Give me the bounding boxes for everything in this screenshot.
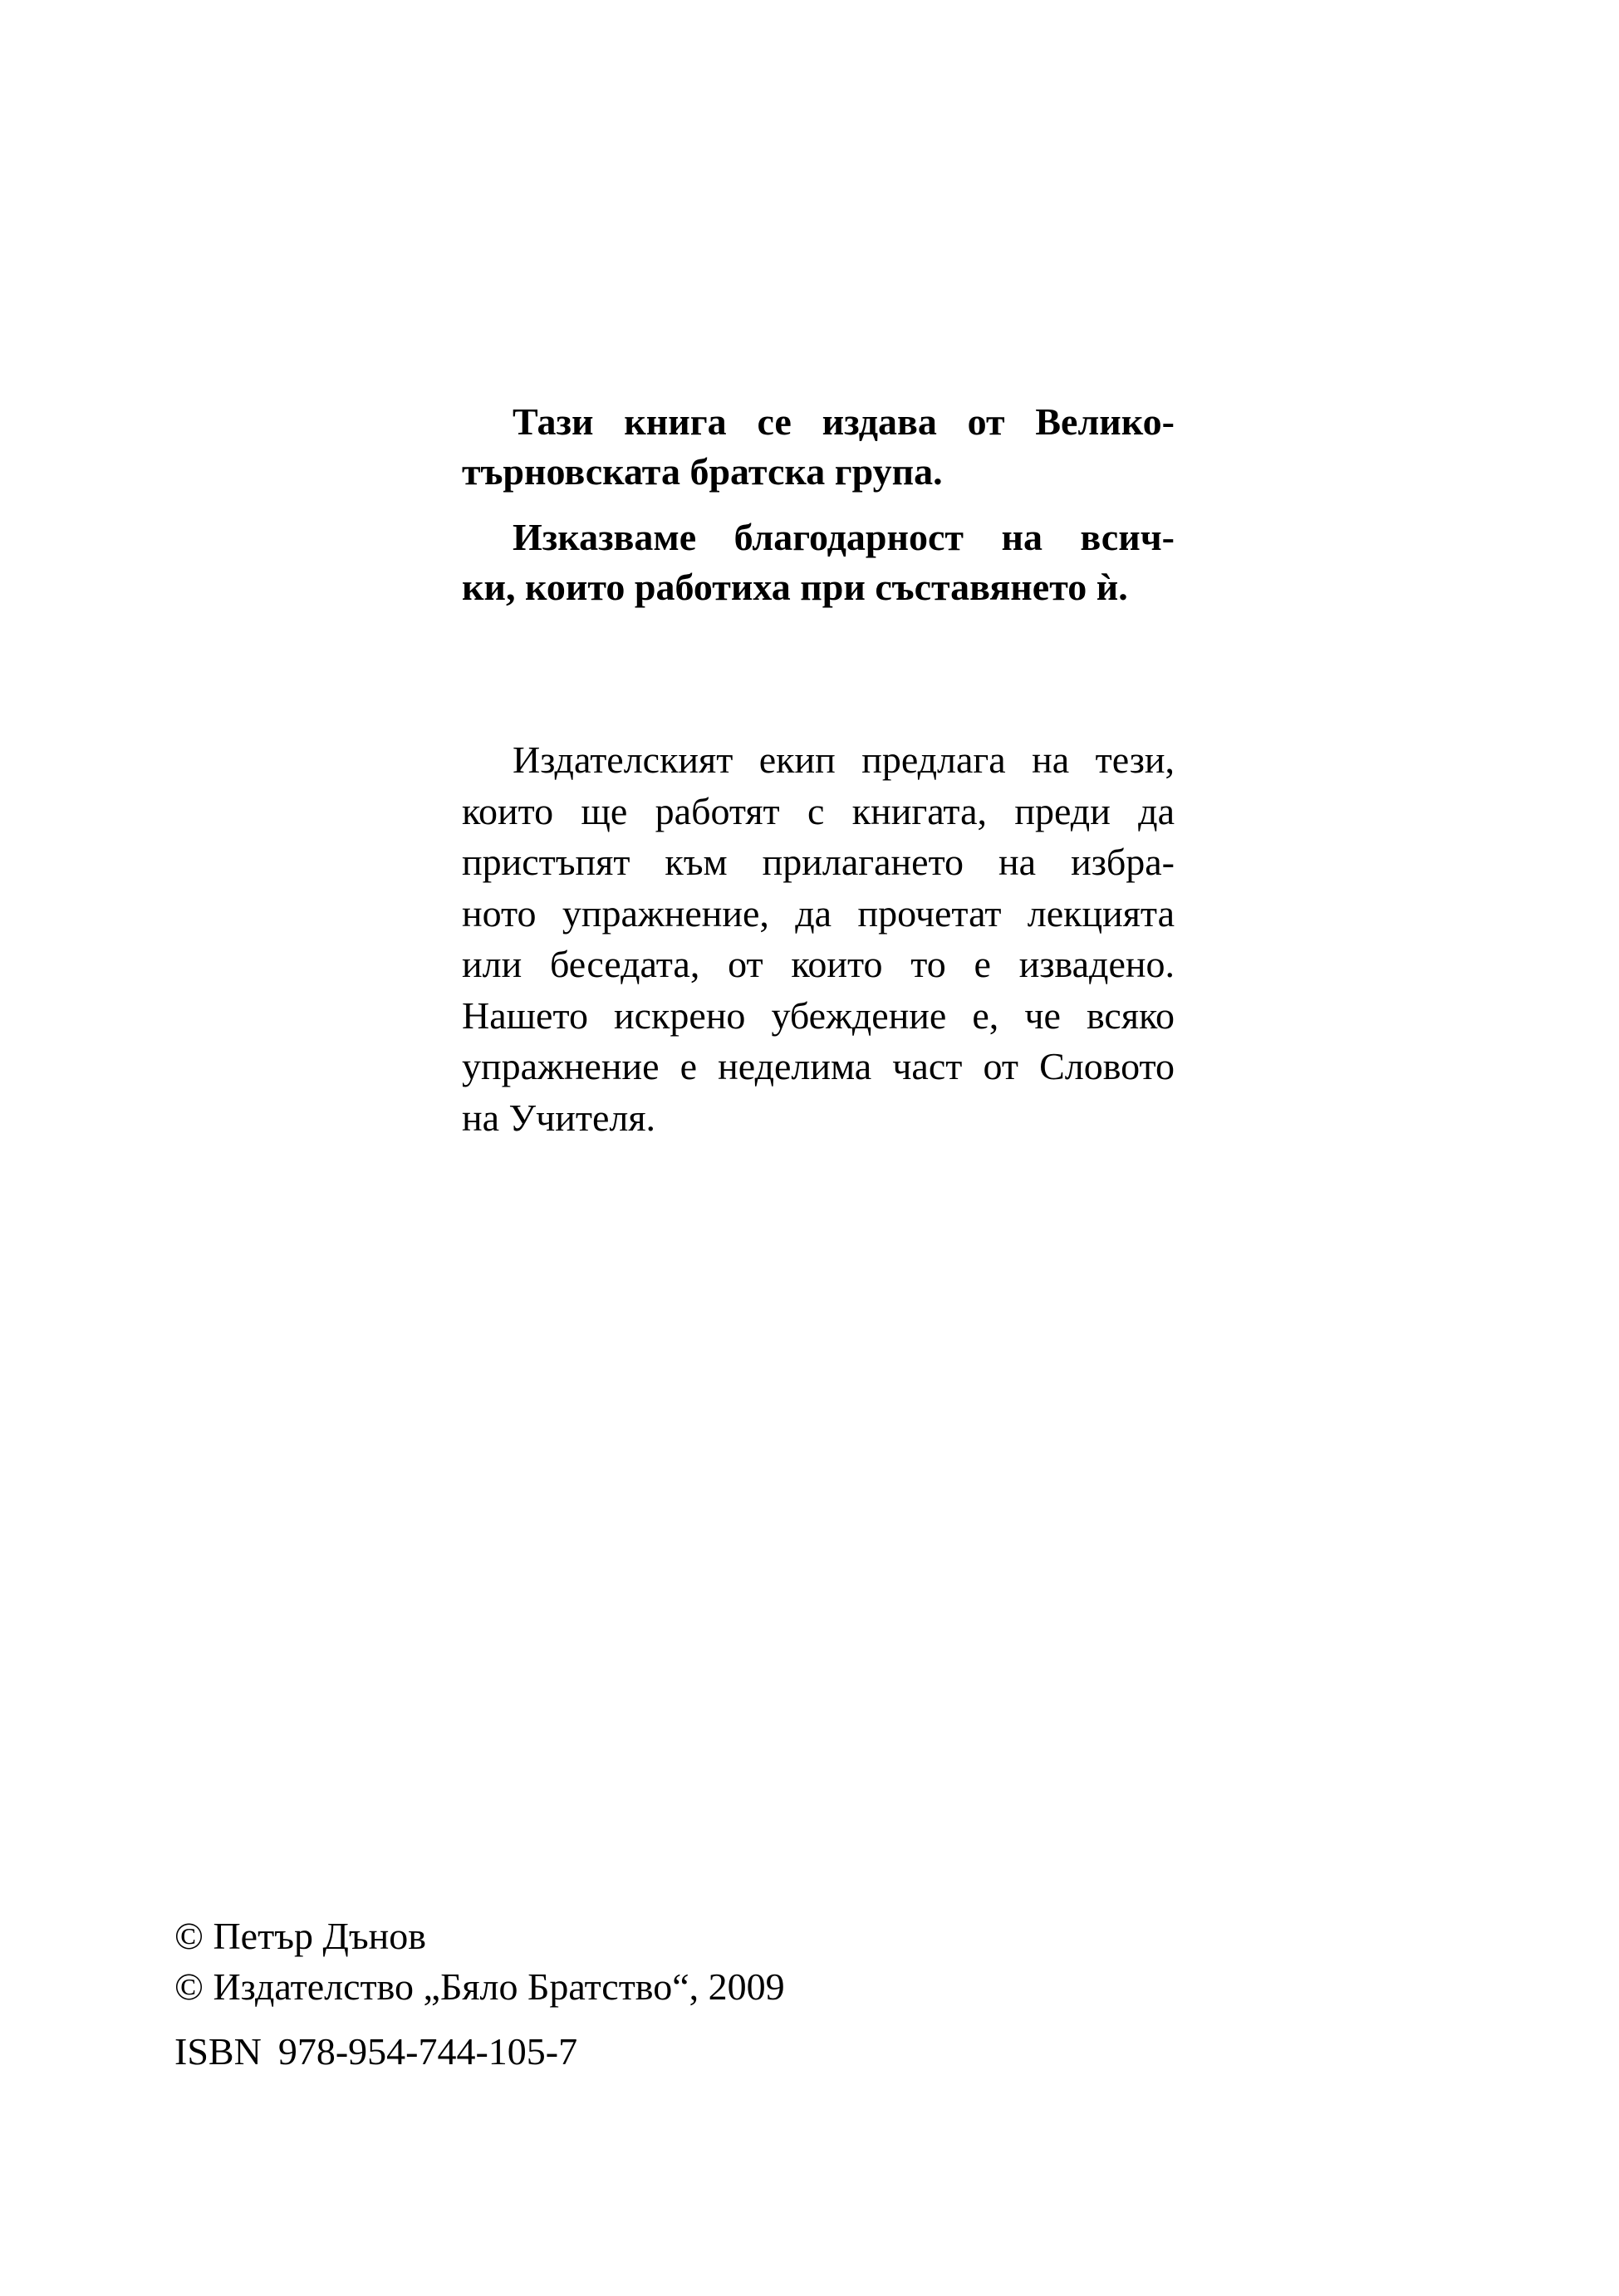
thanks-paragraph xyxy=(462,513,1175,612)
acknowledgement-line: Тази книга се издава от Велико- xyxy=(513,400,1175,443)
publisher-note-block xyxy=(462,734,1175,1143)
thanks-line: Изказваме благодарност на всич- xyxy=(513,516,1175,558)
note-line: или беседата, от които то е извадено. xyxy=(462,943,1175,985)
publisher-note-paragraph xyxy=(462,734,1175,1143)
note-line: пристъпят към прилагането на избра- xyxy=(462,841,1175,883)
note-line: упражнение е неделима част от Словото xyxy=(462,1045,1175,1087)
isbn-number: 978-954-744-105-7 xyxy=(277,2030,578,2073)
acknowledgement-paragraph xyxy=(462,397,1175,497)
isbn-line xyxy=(174,2026,785,2077)
copyright-author: © Петър Дънов xyxy=(174,1915,426,1957)
note-line: които ще работят с книгата, преди да xyxy=(462,789,1175,832)
note-line: Издателският екип предлага на тези, xyxy=(513,738,1175,781)
isbn-label: ISBN xyxy=(174,2030,262,2073)
note-line: ното упражнение, да прочетат лекцията xyxy=(462,891,1175,935)
imprint-block xyxy=(174,1911,785,2077)
copyright-publisher: © Издателство „Бяло Братство“, 2009 xyxy=(174,1965,785,2008)
acknowledgement-line: търновската братска група. xyxy=(462,450,943,493)
note-line: Нашето искрено убеждение е, че всяко xyxy=(462,993,1175,1037)
acknowledgement-block xyxy=(462,397,1175,612)
note-line: на Учителя. xyxy=(462,1096,655,1139)
thanks-line: ки, които работиха при съставянето ѝ. xyxy=(462,566,1128,608)
